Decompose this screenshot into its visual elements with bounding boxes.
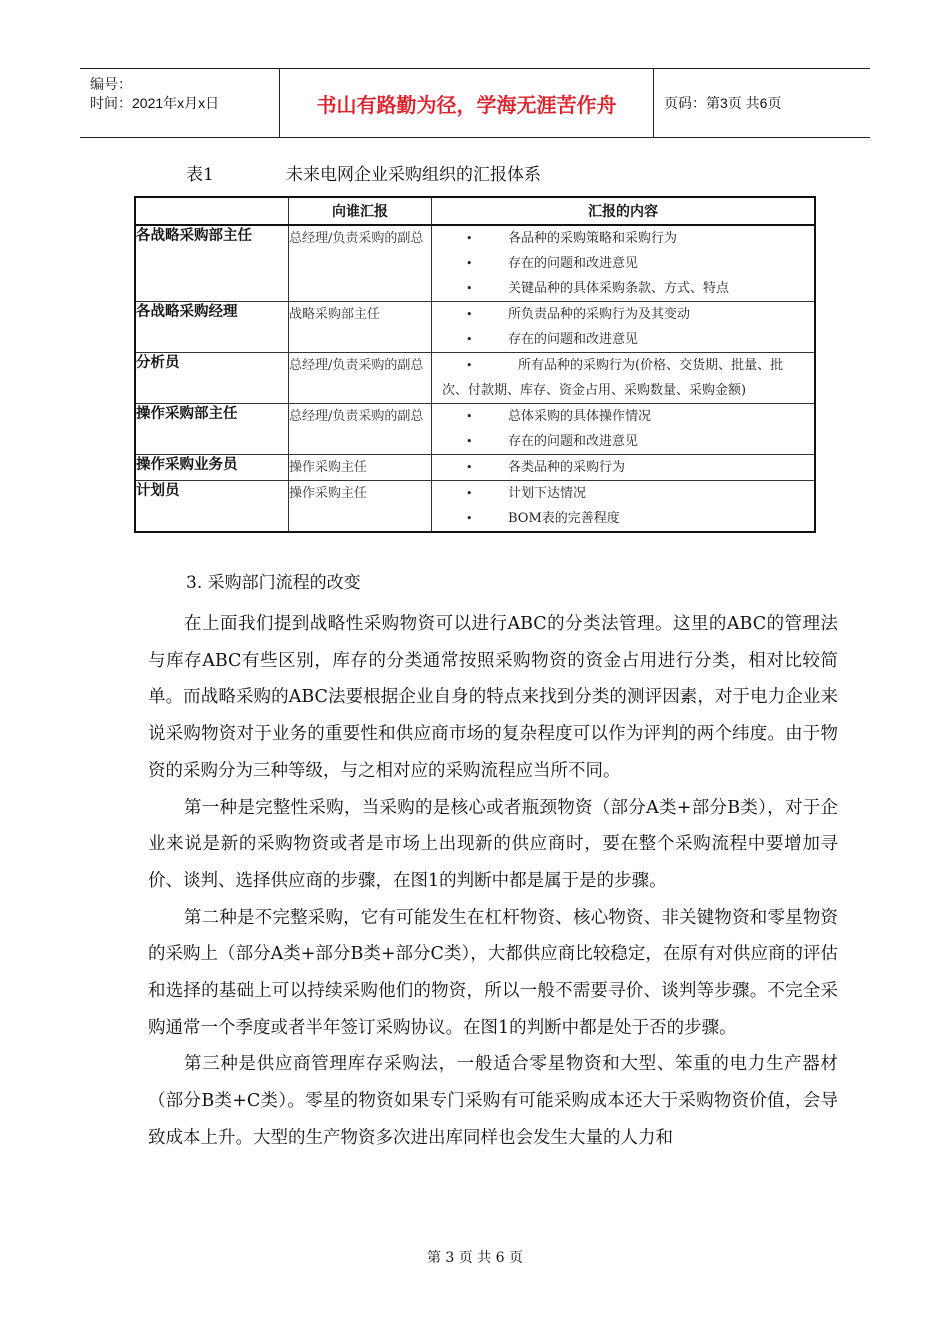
section-heading: 3. 采购部门流程的改变 <box>186 573 361 593</box>
paragraph: 第一种是完整性采购，当采购的是核心或者瓶颈物资（部分A类+部分B类），对于企业来说是新的采购物资或者是市场上出现新的供应商时，要在整个采购流程中要增加寻价、谈判、选择供应商的步骤，在图1的判断中都是属于是的步骤。 <box>148 797 838 891</box>
document-number-label: 编号： <box>90 76 132 92</box>
table-row <box>135 353 815 404</box>
content-cell <box>432 481 816 533</box>
content-item: • BOM表的完善程度 <box>432 506 814 531</box>
table-header-row <box>135 197 815 225</box>
report-to-cell: 操作采购主任 <box>289 455 432 481</box>
table-caption <box>186 160 541 185</box>
content-item: • 计划下达情况 <box>432 481 814 506</box>
paragraph: 在上面我们提到战略性采购物资可以进行ABC的分类法管理。这里的ABC的管理法与库存ABC有些区别，库存的分类通常按照采购物资的资金占用进行分类，相对比较简单。而战略采购的ABC法要根据企业自身的特点来找到分类的测评因素，对于电力企业来说采购物资对于业务的重要性和供应商市场的复杂程度可以作为评判的两个纬度。由于物资的采购分为三种等级，与之相对应的采购流程应当所不同。 <box>148 614 838 781</box>
role-cell: 操作采购部主任 <box>135 404 289 455</box>
bullet-icon: • <box>466 232 473 245</box>
paragraph: 第三种是供应商管理库存采购法，一般适合零星物资和大型、笨重的电力生产器材（部分B类+C类）。零星的物资如果专门采购有可能采购成本还大于采购物资价值，会导致成本上升。大型的生产物资多次进出库同样也会发生大量的人力和 <box>148 1054 838 1148</box>
bullet-icon: • <box>466 487 473 500</box>
content-item: • 存在的问题和改进意见 <box>432 327 814 352</box>
table-row <box>135 404 815 455</box>
report-to-cell: 操作采购主任 <box>289 481 432 533</box>
bullet-icon: • <box>466 461 473 474</box>
role-cell: 各战略采购部主任 <box>135 225 289 302</box>
table-header-content: 汇报的内容 <box>432 197 816 225</box>
body-text <box>148 606 838 1157</box>
report-to-cell: 总经理/负责采购的副总 <box>289 404 432 455</box>
bullet-icon: • <box>466 282 473 295</box>
content-item: • 各品种的采购策略和采购行为 <box>432 226 814 251</box>
table-row <box>135 481 815 533</box>
role-cell: 分析员 <box>135 353 289 404</box>
header-meta <box>80 69 280 137</box>
content-cell <box>432 455 816 481</box>
content-cell <box>432 404 816 455</box>
reporting-table <box>134 196 816 533</box>
content-cell <box>432 302 816 353</box>
document-date: 时间：2021年x月x日 <box>90 95 220 111</box>
header-page-info: 页码：第3页 共6页 <box>664 95 782 111</box>
content-item: • 关键品种的具体采购条款、方式、特点 <box>432 276 814 301</box>
bullet-icon: • <box>466 435 473 448</box>
content-item: • 所负责品种的采购行为及其变动 <box>432 302 814 327</box>
content-item: • 各类品种的采购行为 <box>432 455 814 480</box>
content-item: • 总体采购的具体操作情况 <box>432 404 814 429</box>
table-caption-number: 表1 <box>186 165 214 185</box>
role-cell: 计划员 <box>135 481 289 533</box>
content-cell <box>432 353 816 404</box>
content-item: • 所有品种的采购行为(价格、交货期、批量、批次、付款期、库存、资金占用、采购数量、采购金额) <box>432 353 814 403</box>
role-cell: 各战略采购经理 <box>135 302 289 353</box>
role-cell: 操作采购业务员 <box>135 455 289 481</box>
bullet-icon: • <box>466 257 473 270</box>
table-caption-title: 未来电网企业采购组织的汇报体系 <box>286 165 541 185</box>
report-to-cell: 总经理/负责采购的副总 <box>289 353 432 404</box>
bullet-icon: • <box>466 333 473 346</box>
paragraph: 第二种是不完整采购，它有可能发生在杠杆物资、核心物资、非关键物资和零星物资的采购上（部分A类+部分B类+部分C类），大都供应商比较稳定，在原有对供应商的评估和选择的基础上可以持续采购他们的物资，所以一般不需要寻价、谈判等步骤。不完全采购通常一个季度或者半年签订采购协议。在图1的判断中都是处于否的步骤。 <box>148 907 838 1038</box>
content-item: • 存在的问题和改进意见 <box>432 251 814 276</box>
bullet-icon: • <box>466 359 473 372</box>
bullet-icon: • <box>466 512 473 525</box>
report-to-cell: 战略采购部主任 <box>289 302 432 353</box>
table-header-role <box>135 197 289 225</box>
header-motto: 书山有路勤为径，学海无涯苦作舟 <box>280 69 654 137</box>
table-row <box>135 455 815 481</box>
content-item: • 存在的问题和改进意见 <box>432 429 814 454</box>
bullet-icon: • <box>466 410 473 423</box>
report-to-cell: 总经理/负责采购的副总 <box>289 225 432 302</box>
page-footer: 第 3 页 共 6 页 <box>426 1250 524 1266</box>
table-header-report-to: 向谁汇报 <box>289 197 432 225</box>
bullet-icon: • <box>466 308 473 321</box>
page-header <box>80 68 870 138</box>
table-row <box>135 302 815 353</box>
table-row <box>135 225 815 302</box>
content-cell <box>432 225 816 302</box>
